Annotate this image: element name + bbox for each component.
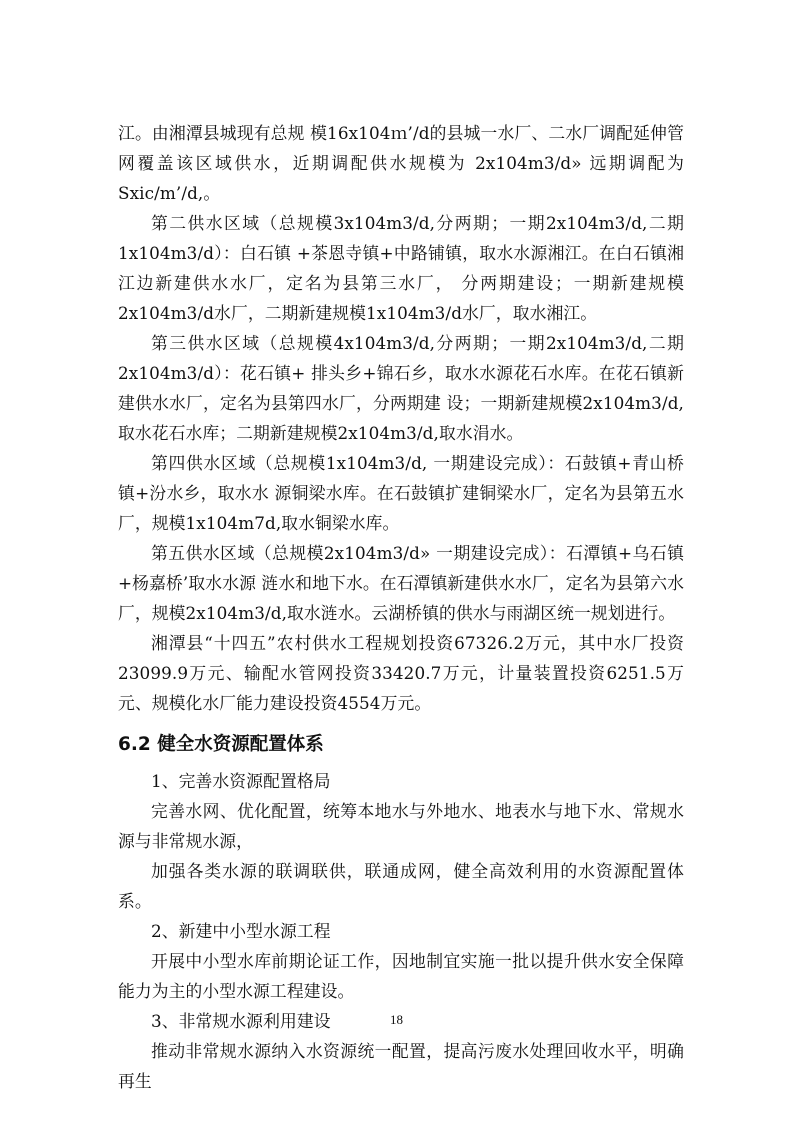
paragraph-reservoir-demonstration: 开展中小型水库前期论证工作，因地制宜实施一批以提升供水安全保障能力为主的小型水源工程建设。 [118, 951, 684, 1001]
section-heading: 6.2 健全水资源配置体系 [118, 734, 324, 755]
paragraph-third-supply-zone: 第三供水区域（总规模4x104m3/d,分两期；一期2x104m3/d,二期2x104m3/d）：花石镇+ 排头乡+锦石乡，取水水源花石水库。在花石镇新建供水水厂，定名为县第四水厂，分两期建 设；一期新建规模2x104m3/d,取水花石水库；二期新建规模2x104m3/d,取水涓水。 [118, 333, 684, 443]
page-body [118, 118, 684, 1096]
paragraph-county-city-supply: 江。由湘潭县城现有总规 模16x104ｍ’/d的县城一水厂、二水厂调配延伸管网覆盖该区域供水，近期调配供水规模为 2x104m3/d» 远期调配为Sxic/m’/d,。 [118, 123, 684, 203]
paragraph-second-supply-zone: 第二供水区域（总规模3x104m3/d,分两期；一期2x104m3/d,二期1x104m3/d）：白石镇 +茶恩寺镇+中路铺镇，取水水源湘江。在白石镇湘江边新建供水水厂，定名为县第三水厂， 分两期建设；一期新建规模2x104m3/d水厂，二期新建规模1x104m3/d水厂，取水湘江。 [118, 213, 684, 323]
page-number: 18 [390, 1012, 403, 1027]
paragraph-fourth-supply-zone: 第四供水区域（总规模1x104m3/d, 一期建设完成）：石鼓镇+青山桥镇+汾水乡，取水水 源铜梁水库。在石鼓镇扩建铜梁水厂，定名为县第五水厂，规模1x104m7d,取水铜梁水库。 [118, 453, 684, 533]
subheading-allocation-pattern: 1、完善水资源配置格局 [151, 771, 331, 791]
paragraph-investment-summary: 湘潭县“十四五”农村供水工程规划投资67326.2万元，其中水厂投资23099.9万元、输配水管网投资33420.7万元，计量装置投资6251.5万元、规模化水厂能力建设投资4554万元。 [118, 633, 684, 713]
paragraph-unconventional-allocation: 推动非常规水源纳入水资源统一配置，提高污废水处理回收水平，明确再生 [118, 1041, 684, 1091]
paragraph-fifth-supply-zone: 第五供水区域（总规模2x104m3/d» 一期建设完成）：石潭镇+乌石镇+杨嘉桥’取水水源 涟水和地下水。在石潭镇新建供水水厂，定名为县第六水厂，规模2x104m3/d,取水涟水。云湖桥镇的供水与雨湖区统一规划进行。 [118, 543, 684, 623]
paragraph-joint-supply: 加强各类水源的联调联供，联通成网，健全高效利用的水资源配置体系。 [118, 861, 684, 911]
paragraph-water-network: 完善水网、优化配置，统筹本地水与外地水、地表水与地下水、常规水源与非常规水源， [118, 801, 684, 851]
subheading-unconventional-water: 3、非常规水源利用建设 [151, 1011, 331, 1031]
subheading-small-water-projects: 2、新建中小型水源工程 [151, 921, 331, 941]
